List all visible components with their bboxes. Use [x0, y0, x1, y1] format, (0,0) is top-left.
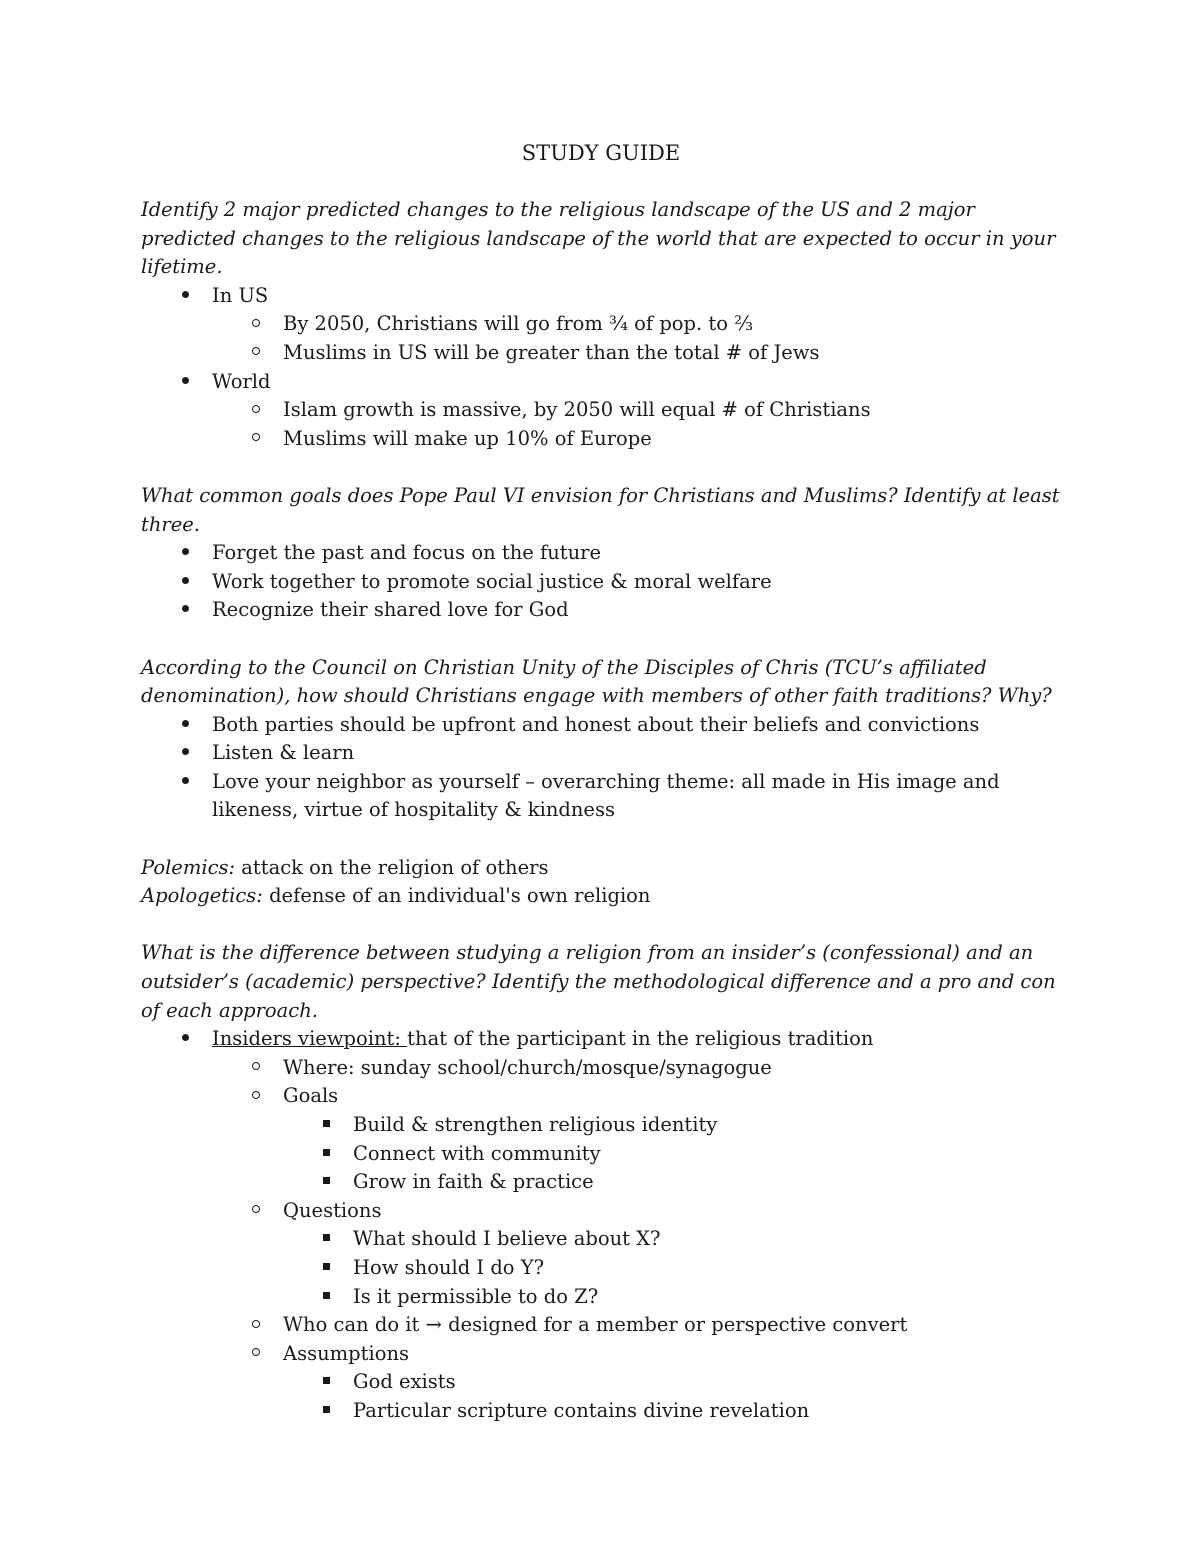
list-item-label: Assumptions: [283, 1341, 410, 1365]
bullet-circle-icon: [246, 1054, 266, 1083]
list-religious-landscape: [141, 282, 1061, 454]
bullet-dot-icon: [175, 596, 195, 625]
list-item: [141, 339, 1061, 368]
term-apologetics: Apologetics:: [141, 884, 263, 908]
bullet-circle-icon: [246, 1340, 266, 1369]
bullet-dot-icon: [175, 739, 195, 768]
list-item-label: World: [212, 369, 271, 393]
bullet-dot-icon: [175, 282, 195, 311]
bullet-square-icon: [316, 1225, 336, 1254]
list-item-text: Love your neighbor as yourself – overarching theme: all made in His image and likeness, virtue of hospitality & kindness: [212, 769, 1000, 822]
list-item: [141, 1254, 1061, 1283]
question-council-christian-unity: According to the Council on Christian Unity of the Disciples of Chris (TCU’s affiliated denomination), how should Christians engage with members of other faith traditions? Why?: [141, 655, 1052, 708]
bullet-circle-icon: [246, 425, 266, 454]
list-item-text: Connect with community: [353, 1141, 601, 1165]
bullet-square-icon: [316, 1111, 336, 1140]
list-item-insider: [141, 1025, 1061, 1054]
list-item: [141, 396, 1061, 425]
list-item: [141, 1397, 1061, 1426]
list-item: [141, 310, 1061, 339]
list-item-assumptions: [141, 1340, 1061, 1369]
list-item-text: Who can do it → designed for a member or perspective convert: [283, 1313, 908, 1337]
list-item-text: Listen & learn: [212, 741, 355, 765]
list-item-text: Particular scripture contains divine revelation: [353, 1398, 810, 1422]
list-item-text: Muslims will make up 10% of Europe: [283, 426, 652, 450]
bullet-dot-icon: [175, 1025, 195, 1054]
bullet-circle-icon: [246, 1197, 266, 1226]
list-engagement: [141, 711, 1061, 825]
definition-text: defense of an individual's own religion: [262, 884, 651, 908]
definition-apologetics: [141, 882, 1061, 911]
bullet-dot-icon: [175, 568, 195, 597]
bullet-circle-icon: [246, 396, 266, 425]
bullet-square-icon: [316, 1140, 336, 1169]
insider-description: that of the participant in the religious tradition: [407, 1027, 874, 1051]
bullet-square-icon: [316, 1397, 336, 1426]
list-item: [141, 1168, 1061, 1197]
list-item-text: What should I believe about X?: [353, 1227, 661, 1251]
definition-text: attack on the religion of others: [235, 855, 549, 879]
list-item-label: In US: [212, 283, 269, 307]
list-item-text: Work together to promote social justice & moral welfare: [212, 569, 772, 593]
bullet-circle-icon: [246, 310, 266, 339]
bullet-square-icon: [316, 1283, 336, 1312]
list-item: [141, 1054, 1061, 1083]
list-insider-viewpoint: [141, 1025, 1061, 1425]
list-item-text: Forget the past and focus on the future: [212, 541, 602, 565]
list-item-label: Questions: [283, 1198, 382, 1222]
list-item: [141, 1111, 1061, 1140]
list-item-text: Is it permissible to do Z?: [353, 1284, 599, 1308]
list-item: [141, 1225, 1061, 1254]
question-pope-paul: What common goals does Pope Paul VI envision for Christians and Muslims? Identify at least three.: [141, 483, 1060, 536]
list-item: [141, 768, 1061, 825]
list-item: [141, 1311, 1061, 1340]
list-item: [141, 739, 1061, 768]
list-item-goals: [141, 1082, 1061, 1111]
bullet-square-icon: [316, 1368, 336, 1397]
question-insider-outsider: What is the difference between studying a religion from an insider’s (confessional) and an outsider’s (academic) perspective? Identify the methodological difference and a pro and con of each approach.: [141, 941, 1056, 1022]
bullet-dot-icon: [175, 711, 195, 740]
definition-polemics: [141, 854, 1061, 883]
bullet-square-icon: [316, 1168, 336, 1197]
document-page: [141, 138, 1061, 1426]
term-polemics: Polemics:: [141, 855, 236, 879]
list-pope-paul-goals: [141, 539, 1061, 625]
list-item-questions: [141, 1197, 1061, 1226]
list-item-us: [141, 282, 1061, 311]
list-item: [141, 1140, 1061, 1169]
bullet-dot-icon: [175, 368, 195, 397]
page-title: STUDY GUIDE: [521, 141, 681, 165]
list-item-text: Where: sunday school/church/mosque/synagogue: [283, 1055, 772, 1079]
list-item: [141, 425, 1061, 454]
list-item-text: Build & strengthen religious identity: [353, 1113, 718, 1136]
bullet-square-icon: [316, 1254, 336, 1283]
list-item: [141, 568, 1061, 597]
bullet-circle-icon: [246, 339, 266, 368]
list-item: [141, 1368, 1061, 1397]
list-item: [141, 539, 1061, 568]
list-item-text: God exists: [353, 1370, 456, 1394]
insider-label: Insiders viewpoint:: [212, 1027, 408, 1051]
list-item-label: Goals: [283, 1084, 339, 1108]
list-item-text: Islam growth is massive, by 2050 will equal # of Christians: [283, 398, 871, 422]
list-item-text: Muslims in US will be greater than the total # of Jews: [283, 340, 820, 364]
list-item-text: How should I do Y?: [353, 1255, 545, 1279]
bullet-circle-icon: [246, 1311, 266, 1340]
list-item: [141, 596, 1061, 625]
list-item: [141, 1283, 1061, 1312]
bullet-dot-icon: [175, 539, 195, 568]
bullet-circle-icon: [246, 1082, 266, 1111]
list-item: [141, 711, 1061, 740]
bullet-dot-icon: [175, 768, 195, 797]
list-item-text: Recognize their shared love for God: [212, 598, 569, 622]
list-item-text: By 2050, Christians will go from ¾ of pop. to ⅔: [283, 312, 754, 336]
list-item-text: Grow in faith & practice: [353, 1170, 594, 1194]
list-item-world: [141, 368, 1061, 397]
question-religious-landscape: Identify 2 major predicted changes to the religious landscape of the US and 2 major predicted changes to the religious landscape of the world that are expected to occur in your lifetime.: [141, 198, 1056, 279]
list-item-text: Both parties should be upfront and honest about their beliefs and convictions: [212, 712, 980, 736]
